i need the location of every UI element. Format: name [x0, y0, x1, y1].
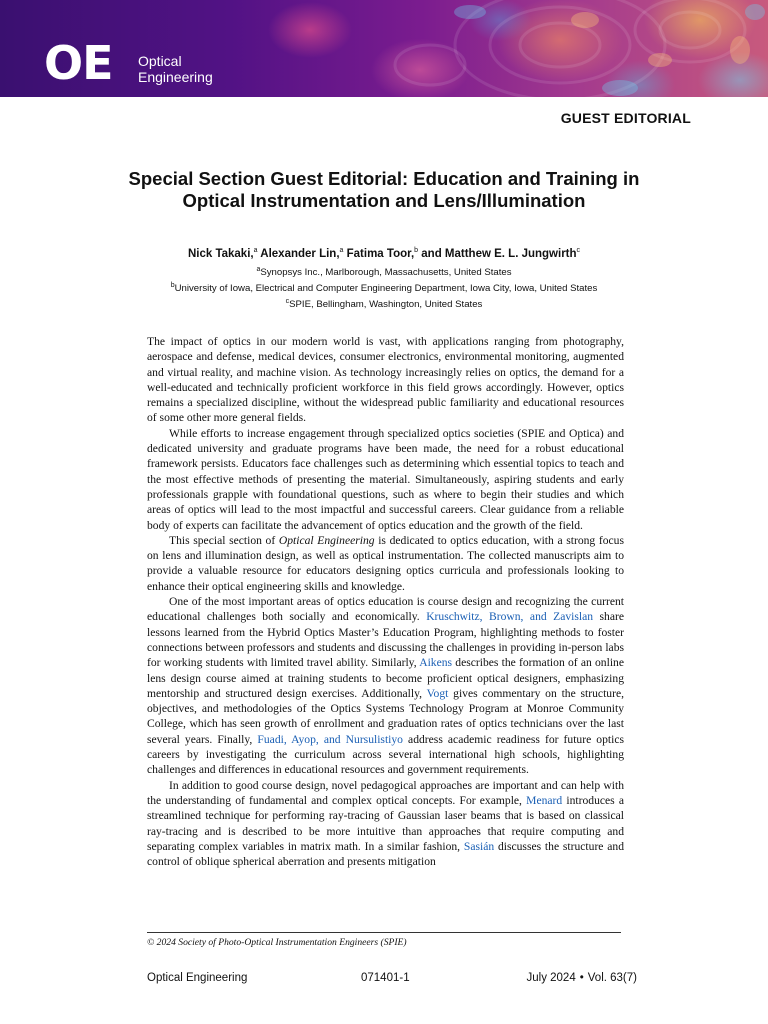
body-paragraph — [147, 594, 624, 778]
affiliation-mark: b — [170, 282, 175, 290]
affiliation-mark: a — [256, 266, 261, 273]
author-name: Alexander Lin, — [260, 247, 340, 260]
author-name: Nick Takaki, — [187, 247, 254, 260]
footer-volume: Vol. 63(7) — [587, 972, 637, 984]
reference-link[interactable]: Sasián — [463, 839, 495, 853]
copyright-notice: © 2024 Society of Photo-Optical Instrumentation Engineers (SPIE) — [147, 937, 407, 948]
banner-pattern — [0, 0, 768, 97]
reference-link[interactable]: Kruschwitz, Brown, and Zavislan — [426, 610, 594, 624]
affiliation-text: Synopsys Inc., Marlborough, Massachusetts, United States — [260, 267, 512, 279]
affiliation — [100, 279, 668, 295]
body-paragraph: The impact of optics in our modern world is vast, with applications ranging from photography, aerospace and defense, medical devices, consumer electronics, environmental monitoring, augmented and virtual reality, and machine vision. As technology increasingly relies on optics, the demand for a well-educated and technically proficient workforce in this field grows accordingly. However, optics remains a specialized discipline, without the widespread public familiarity and educational resources of some other more general fields. — [147, 335, 624, 425]
author-name: and Matthew E. L. Jungwirth — [421, 247, 577, 260]
paragraph-text: This special section of — [169, 533, 279, 547]
reference-link[interactable]: Fuadi, Ayop, and Nursulistiyo — [257, 732, 403, 746]
footnote-divider — [147, 932, 621, 933]
author-name: Fatima Toor, — [346, 247, 415, 260]
author-affiliation-mark: c — [576, 247, 581, 254]
affiliation-text: SPIE, Bellingham, Washington, United States — [289, 299, 483, 311]
section-label: GUEST EDITORIAL — [560, 110, 691, 126]
reference-link[interactable]: Vogt — [426, 686, 449, 700]
affiliation — [100, 295, 668, 311]
journal-logo-name — [138, 53, 213, 85]
body-paragraph: While efforts to increase engagement through specialized optics societies (SPIE and Optica) and dedicated university and graduate programs have been made, the need for a robust educational framework persists. Educators face challenges such as determining which essential topics to teach and the most effective methods of presenting the material. Simultaneously, aspiring students and early professionals grapple with foundational questions, such as where to begin their studies and which areas of optics will lead to the most impactful and successful careers. Clear guidance from a reliable body of experts can facilitate the advancement of optics education and the growth of the field. — [147, 426, 624, 532]
journal-banner — [0, 0, 768, 97]
footer-issue-info — [527, 972, 638, 984]
paragraph-text: In addition to good course design, novel pedagogical approaches are important and can help with the understanding of fundamental and complex optical concepts. For example, — [147, 778, 624, 807]
body-paragraph — [147, 778, 624, 870]
author-list — [100, 247, 668, 260]
paragraph-text: One of the most important areas of optics education is course design and recognizing the current educational challenges both socially and economically. — [147, 595, 624, 624]
affiliation-text: University of Iowa, Electrical and Computer Engineering Department, Iowa City, Iowa, United States — [174, 283, 598, 295]
footer-bullet: • — [579, 972, 584, 984]
affiliation-mark: c — [285, 298, 290, 306]
footer-date: July 2024 — [526, 972, 576, 984]
journal-logo-abbrev: OE — [44, 36, 113, 90]
footer-article-id: 071401-1 — [361, 972, 410, 984]
paragraph-text: gives commentary on the structure, objectives, and methodologies of the Optics Systems Technology Program at Monroe Community College, which has seen growth of enrollment and graduation rates of optics technicians over the last several years. Finally, — [147, 686, 624, 746]
article-title: Special Section Guest Editorial: Education and Training in Optical Instrumentation and Lens/Illumination — [128, 168, 640, 211]
paragraph-text: introduces a streamlined technique for performing ray-tracing of Gaussian laser beams that is based on classical ray-tracing and is described to be more intuitive than approaches that require computing and separating complex variables in matrix math. In a similar fashion, — [147, 793, 624, 853]
paragraph-text: describes the formation of an online lens design course aimed at training students to become proficient optical designers, emphasizing mentorship and structured design exercises. Additionally, — [147, 656, 624, 700]
reference-link[interactable]: Menard — [526, 793, 563, 807]
paragraph-text: is dedicated to optics education, with a strong focus on lens and illumination design, as well as optical instrumentation. The collected manuscripts aim to provide a valuable resource for educators designing optics curricula and professionals looking to enhance their optical engineering skills and knowledge. — [147, 533, 624, 593]
affiliation — [100, 263, 668, 279]
journal-title-italic: Optical Engineering — [278, 533, 375, 547]
paragraph-text: discusses the structure and control of oblique spherical aberration and presents mitigation — [147, 839, 624, 869]
article-body — [147, 334, 624, 869]
journal-name-line2: Engineering — [138, 69, 213, 85]
paragraph-text: share lessons learned from the Hybrid Optics Master’s Education Program, highlighting methods to foster connections between professors and students and discussing the challenges in providing in-person labs for working students with limited travel ability. Similarly, — [147, 610, 624, 670]
author-affiliation-mark: a — [339, 247, 344, 254]
author-affiliation-mark: a — [253, 247, 258, 254]
affiliation-list — [100, 263, 668, 312]
body-paragraph — [147, 533, 624, 594]
journal-name-line1: Optical — [138, 53, 182, 69]
paragraph-text: address academic readiness for future optics careers by investigating the curriculum across several international high schools, highlighting challenges and differences in educational resources and government requirements. — [147, 732, 624, 777]
footer-journal-name: Optical Engineering — [147, 972, 248, 984]
reference-link[interactable]: Aikens — [419, 656, 453, 670]
author-affiliation-mark: b — [414, 247, 419, 254]
